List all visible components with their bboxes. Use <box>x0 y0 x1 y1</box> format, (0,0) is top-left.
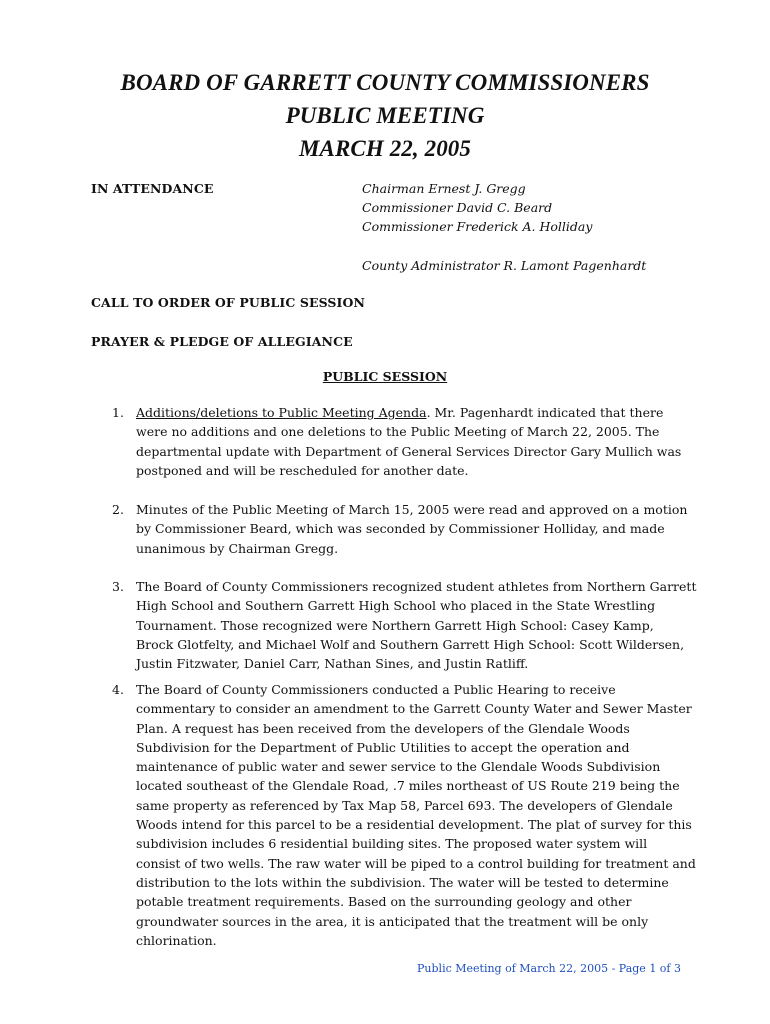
attendee-commissioner-beard: Commissioner David C. Beard <box>362 200 553 215</box>
item-line: same property as referenced by Tax Map 58, Parcel 693. The developers of Glendale <box>136 797 673 813</box>
call-to-order-heading: CALL TO ORDER OF PUBLIC SESSION <box>91 295 366 310</box>
item-text <box>136 577 697 673</box>
item-line: potable treatment requirements. Based on the surrounding geology and other <box>136 894 632 910</box>
item-line <box>136 403 687 422</box>
item-line: subdivision includes 6 residential building sites. The proposed water system will <box>136 836 648 852</box>
item-line: distribution to the lots within the subdivision. The water will be tested to determine <box>136 874 669 890</box>
item-line: Justin Fitzwater, Daniel Carr, Nathan Sines, and Justin Ratliff. <box>136 656 529 672</box>
agenda-item <box>112 680 696 950</box>
item-line: groundwater sources in the area, it is anticipated that the treatment will be only <box>136 913 649 929</box>
item-line: consist of two wells. The raw water will be piped to a control building for treatment and <box>136 855 696 871</box>
item-line: postponed and will be rescheduled for another date. <box>136 462 469 478</box>
item-number: 1. <box>112 405 124 420</box>
item-number: 3. <box>112 579 124 594</box>
attendee-commissioner-holliday: Commissioner Frederick A. Holliday <box>362 219 593 234</box>
item-line: The Board of County Commissioners conducted a Public Hearing to receive <box>136 682 616 697</box>
attendance-label: IN ATTENDANCE <box>91 181 214 196</box>
item-text <box>136 403 687 480</box>
item-line: Plan. A request has been received from the developers of the Glendale Woods <box>136 720 630 736</box>
item-line: Woods intend for this parcel to be a residential development. The plat of survey for this <box>136 817 692 833</box>
item-text <box>136 500 687 558</box>
item-line: by Commissioner Beard, which was seconded by Commissioner Holliday, and made <box>136 521 665 537</box>
public-session-heading-text: PUBLIC SESSION <box>322 369 448 384</box>
item-line: Brock Glotfelty, and Michael Wolf and Southern Garrett High School: Scott Wildersen, <box>136 636 685 652</box>
item-line: Subdivision for the Department of Public Utilities to accept the operation and <box>136 739 630 755</box>
item-heading: Additions/deletions to Public Meeting Agenda <box>136 405 427 420</box>
page-footer: Public Meeting of March 22, 2005 - Page 1 of 3 <box>417 962 681 975</box>
attendee-chairman: Chairman Ernest J. Gregg <box>362 181 526 196</box>
item-text <box>136 680 696 950</box>
item-number: 4. <box>112 682 124 697</box>
prayer-pledge-heading: PRAYER & PLEDGE OF ALLEGIANCE <box>91 334 353 349</box>
document-subtitle: PUBLIC MEETING <box>285 103 485 128</box>
item-line: were no additions and one deletions to the Public Meeting of March 22, 2005. The <box>136 424 660 440</box>
attendee-county-administrator: County Administrator R. Lamont Pagenhardt <box>362 258 647 273</box>
document-date: MARCH 22, 2005 <box>298 136 471 161</box>
item-line: departmental update with Department of General Services Director Gary Mullich was <box>136 443 682 459</box>
agenda-item <box>112 577 697 673</box>
item-line-text: . Mr. Pagenhardt indicated that there <box>426 405 664 420</box>
item-line: commentary to consider an amendment to the Garrett County Water and Sewer Master <box>136 701 692 717</box>
item-number: 2. <box>112 502 124 517</box>
item-line: maintenance of public water and sewer service to the Glendale Woods Subdivision <box>136 759 661 775</box>
agenda-item <box>112 403 687 480</box>
item-line: located southeast of the Glendale Road, .7 miles northeast of US Route 219 being the <box>136 778 680 794</box>
item-line: chlorination. <box>136 932 217 948</box>
item-line: Tournament. Those recognized were Northern Garrett High School: Casey Kamp, <box>136 617 654 633</box>
item-line: unanimous by Chairman Gregg. <box>136 540 339 556</box>
item-line: The Board of County Commissioners recognized student athletes from Northern Garrett <box>136 579 697 594</box>
document-title: BOARD OF GARRETT COUNTY COMMISSIONERS <box>120 70 650 95</box>
item-line: Minutes of the Public Meeting of March 15, 2005 were read and approved on a motion <box>136 502 688 517</box>
agenda-item <box>112 500 687 558</box>
item-line: High School and Southern Garrett High School who placed in the State Wrestling <box>136 598 656 614</box>
public-session-heading <box>0 369 770 384</box>
